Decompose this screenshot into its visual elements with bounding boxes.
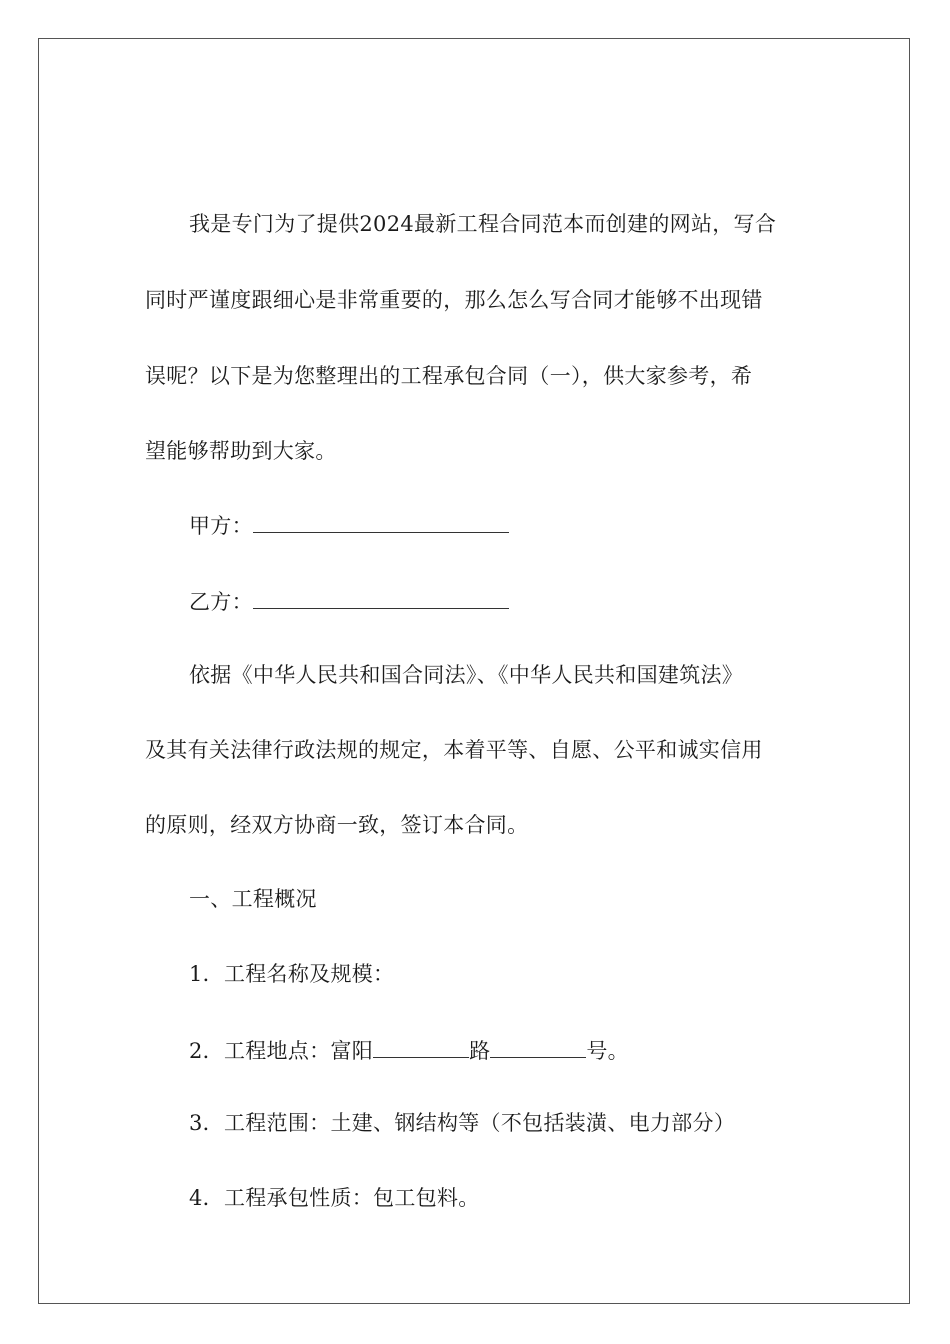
section-1-heading: 一、工程概况 (189, 887, 317, 911)
party-a-row (189, 510, 509, 541)
intro-line-1: 我是专门为了提供2024最新工程合同范本而创建的网站，写合 (189, 212, 777, 236)
item-2-location-row (189, 1035, 629, 1066)
intro-line-2: 同时严谨度跟细心是非常重要的，那么怎么写合同才能够不出现错 (145, 288, 763, 312)
item-2-suffix: 号。 (586, 1039, 629, 1063)
number-blank[interactable] (490, 1035, 586, 1058)
intro-line-4: 望能够帮助到大家。 (145, 439, 337, 463)
party-a-blank[interactable] (253, 510, 509, 533)
item-2-mid: 路 (469, 1039, 491, 1063)
basis-line-3: 的原则，经双方协商一致，签订本合同。 (145, 813, 529, 837)
party-b-blank[interactable] (253, 586, 509, 609)
item-3-scope: 3．工程范围：土建、钢结构等（不包括装潢、电力部分） (189, 1111, 736, 1135)
item-2-prefix: 2．工程地点：富阳 (189, 1039, 374, 1063)
road-blank[interactable] (373, 1035, 469, 1058)
basis-line-1: 依据《中华人民共和国合同法》、《中华人民共和国建筑法》 (189, 663, 744, 687)
intro-line-3: 误呢？以下是为您整理出的工程承包合同（一），供大家参考，希 (145, 364, 753, 388)
basis-line-2: 及其有关法律行政法规的规定，本着平等、自愿、公平和诚实信用 (145, 738, 763, 762)
item-4-nature: 4．工程承包性质：包工包料。 (189, 1186, 480, 1210)
party-b-label: 乙方： (189, 590, 253, 614)
party-b-row (189, 586, 509, 617)
party-a-label: 甲方： (189, 514, 253, 538)
item-1-project-name: 1．工程名称及规模： (189, 962, 395, 986)
